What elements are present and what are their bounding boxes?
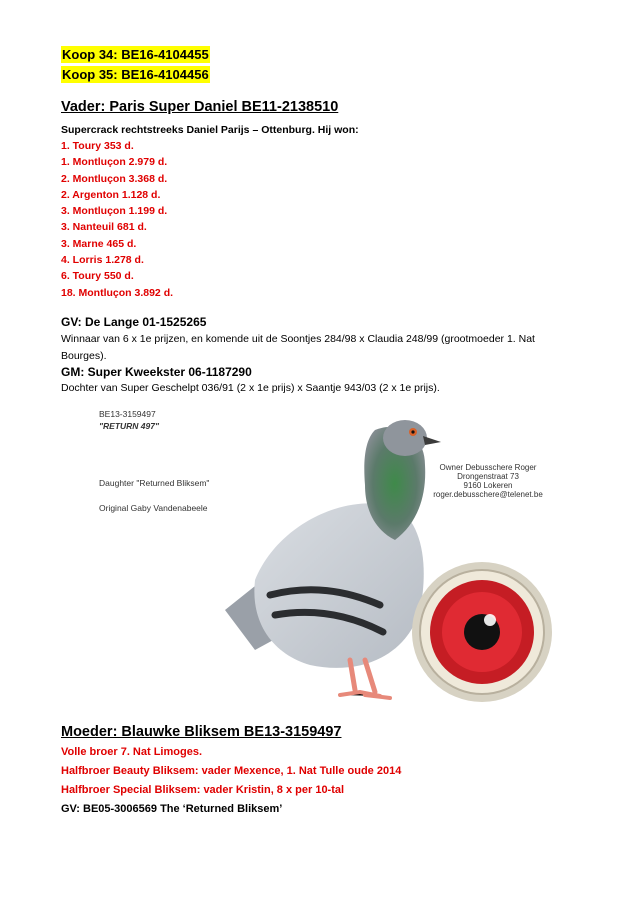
- photo-nickname: "RETURN 497": [99, 421, 160, 431]
- owner-street: Drongenstraat 73: [457, 472, 519, 481]
- gv-text-line1: Winnaar van 6 x 1e prijzen, en komende uit de Soontjes 284/98 x Claudia 248/99 (grootmoeder 1. Nat: [61, 333, 535, 345]
- result-item: 3. Nanteuil 681 d.: [61, 221, 147, 234]
- owner-city: 9160 Lokeren: [463, 481, 513, 490]
- gm-text: Dochter van Super Geschelpt 036/91 (2 x 1e prijs) x Saantje 943/03 (2 x 1e prijs).: [61, 382, 440, 394]
- moeder-line-2: Halfbroer Beauty Bliksem: vader Mexence, 1. Nat Tulle oude 2014: [61, 765, 402, 777]
- gm-title: GM: Super Kweekster 06-1187290: [61, 365, 252, 379]
- gv-text-line2: Bourges).: [61, 350, 107, 362]
- result-item: 3. Marne 465 d.: [61, 237, 137, 250]
- result-item: 3. Montluçon 1.199 d.: [61, 205, 168, 218]
- pigeon-photo: [85, 405, 555, 705]
- moeder-line-1: Volle broer 7. Nat Limoges.: [61, 746, 202, 758]
- result-item: 2. Argenton 1.128 d.: [61, 188, 161, 201]
- moeder-title: Moeder: Blauwke Bliksem BE13-3159497: [61, 724, 342, 740]
- result-item: 1. Toury 353 d.: [61, 140, 134, 152]
- owner-email: roger.debusschere@telenet.be: [433, 490, 543, 499]
- photo-daughter-label: Daughter "Returned Bliksem": [99, 478, 210, 488]
- result-item: 18. Montluçon 3.892 d.: [61, 286, 174, 299]
- result-item: 6. Toury 550 d.: [61, 270, 134, 283]
- owner-name: Owner Debusschere Roger: [439, 463, 537, 472]
- vader-intro: Supercrack rechtstreeks Daniel Parijs – Ottenburg. Hij won:: [61, 124, 359, 136]
- vader-results-list: [61, 138, 173, 301]
- eye-closeup: [410, 560, 555, 705]
- moeder-gv-line: GV: BE05-3006569 The ‘Returned Bliksem’: [61, 803, 283, 815]
- photo-original-label: Original Gaby Vandenabeele: [99, 503, 208, 513]
- vader-title: Vader: Paris Super Daniel BE11-2138510: [61, 99, 339, 115]
- gv-title: GV: De Lange 01-1525265: [61, 315, 207, 329]
- koop-35-line: Koop 35: BE16-4104456: [62, 67, 209, 82]
- result-item: 1. Montluçon 2.979 d.: [61, 156, 168, 169]
- koop-34-line: Koop 34: BE16-4104455: [62, 47, 209, 62]
- result-item: 2. Montluçon 3.368 d.: [61, 172, 168, 185]
- result-item: 4. Lorris 1.278 d.: [61, 254, 144, 267]
- photo-ring-label: BE13-3159497: [99, 409, 156, 419]
- moeder-line-3: Halfbroer Special Bliksem: vader Kristin, 8 x per 10-tal: [61, 784, 345, 796]
